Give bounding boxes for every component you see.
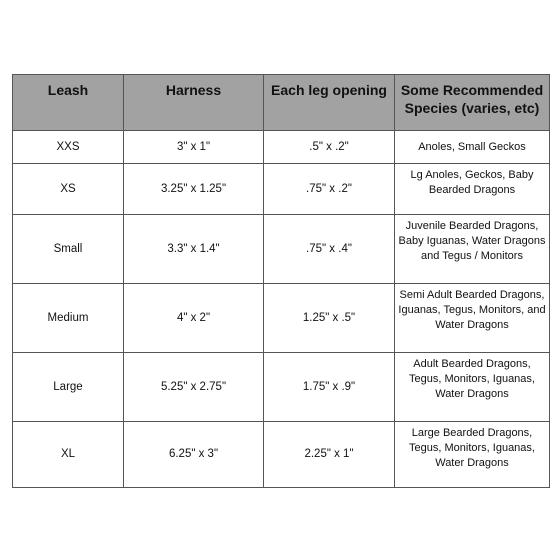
cell-harness-size: 6.25" x 3"	[124, 422, 264, 488]
cell-species: Anoles, Small Geckos	[395, 131, 550, 164]
cell-leash-size: XS	[13, 164, 124, 215]
cell-leg-opening: 2.25" x 1"	[264, 422, 395, 488]
header-leg-opening: Each leg opening	[264, 75, 395, 131]
table-row	[13, 215, 550, 284]
table-row	[13, 353, 550, 422]
cell-leash-size: Medium	[13, 284, 124, 353]
header-harness: Harness	[124, 75, 264, 131]
cell-species: Juvenile Bearded Dragons, Baby Iguanas, Water Dragons and Tegus / Monitors	[395, 215, 550, 284]
table-row	[13, 164, 550, 215]
cell-leash-size: XXS	[13, 131, 124, 164]
cell-leg-opening: .75" x .2"	[264, 164, 395, 215]
header-leash: Leash	[13, 75, 124, 131]
cell-leg-opening: .5" x .2"	[264, 131, 395, 164]
cell-species: Lg Anoles, Geckos, Baby Bearded Dragons	[395, 164, 550, 215]
cell-leash-size: Large	[13, 353, 124, 422]
table-row	[13, 131, 550, 164]
cell-leg-opening: 1.75" x .9"	[264, 353, 395, 422]
cell-leg-opening: 1.25" x .5"	[264, 284, 395, 353]
cell-leash-size: Small	[13, 215, 124, 284]
header-recommended-species: Some Recommended Species (varies, etc)	[395, 75, 550, 131]
cell-species: Large Bearded Dragons, Tegus, Monitors, Iguanas, Water Dragons	[395, 422, 550, 488]
cell-species: Semi Adult Bearded Dragons, Iguanas, Tegus, Monitors, and Water Dragons	[395, 284, 550, 353]
cell-harness-size: 4" x 2"	[124, 284, 264, 353]
size-chart-table	[12, 74, 550, 488]
table-row	[13, 422, 550, 488]
cell-species: Adult Bearded Dragons, Tegus, Monitors, Iguanas, Water Dragons	[395, 353, 550, 422]
cell-harness-size: 3.3" x 1.4"	[124, 215, 264, 284]
table-row	[13, 284, 550, 353]
cell-harness-size: 3.25" x 1.25"	[124, 164, 264, 215]
cell-harness-size: 5.25" x 2.75"	[124, 353, 264, 422]
table-header-row	[13, 75, 550, 131]
cell-harness-size: 3" x 1"	[124, 131, 264, 164]
cell-leash-size: XL	[13, 422, 124, 488]
cell-leg-opening: .75" x .4"	[264, 215, 395, 284]
